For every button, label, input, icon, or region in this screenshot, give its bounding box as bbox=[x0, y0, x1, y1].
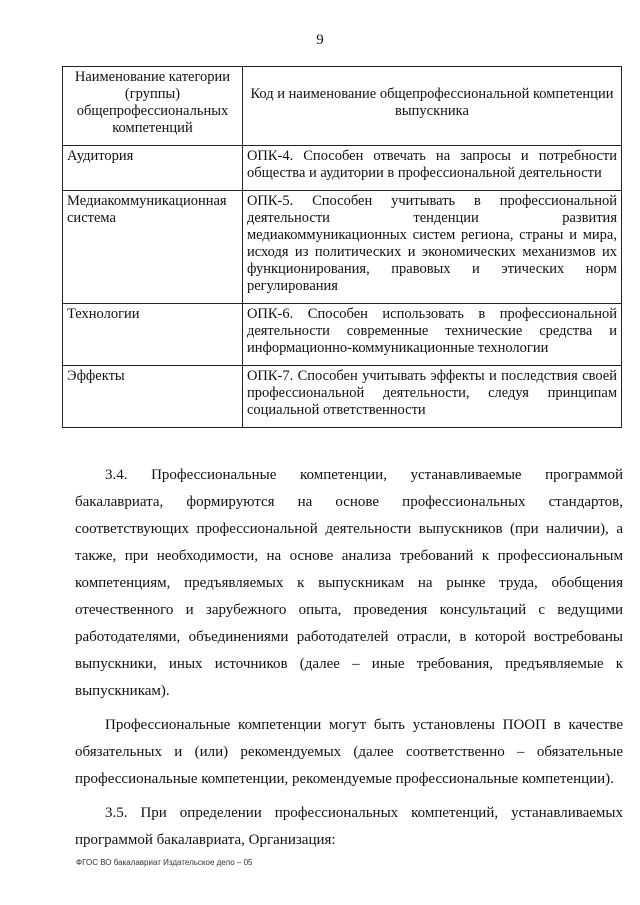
header-category: Наименование категории (группы) общепрофессиональных компетенций bbox=[63, 67, 243, 146]
row-competence: ОПК-6. Способен использовать в профессиональной деятельности современные технические средства и информационно-коммуникационные технологии bbox=[242, 304, 621, 366]
page-number: 9 bbox=[316, 32, 324, 48]
paragraph-3-5: 3.5. При определении профессиональных компетенций, устанавливаемых программой бакалавриата, Организация: bbox=[75, 805, 623, 848]
footer-note: ФГОС ВО бакалавриат Издательское дело – 05 bbox=[76, 858, 253, 867]
paragraph-3-4: 3.4. Профессиональные компетенции, устанавливаемые программой бакалавриата, формируются на основе профессиональных стандартов, соответствующих профессиональной деятельности выпускников (при наличии), а также, при необходимости, на основе анализа требований к профессиональным компетенциям, предъявляемых к выпускникам на рынке труда, обобщения отечественного и зарубежного опыта, проведения консультаций с ведущими работодателями, объединениями работодателей отрасли, в которой востребованы выпускники, иных источников (далее – иные требования, предъявляемые к выпускникам). bbox=[75, 467, 623, 699]
table-header-row bbox=[63, 67, 622, 146]
row-competence: ОПК-5. Способен учитывать в профессиональной деятельности тенденции развития медиакоммуникационных систем региона, страны и мира, исходя из политических и экономических механизмов их функционирования, правовых и этических норм регулирования bbox=[242, 191, 621, 304]
table-row bbox=[63, 366, 622, 428]
table-row bbox=[63, 191, 622, 304]
competence-table bbox=[62, 66, 622, 428]
row-category: Технологии bbox=[63, 304, 243, 366]
table-row bbox=[63, 304, 622, 366]
body-text bbox=[75, 462, 623, 861]
row-competence: ОПК-4. Способен отвечать на запросы и потребности общества и аудитории в профессиональной деятельности bbox=[242, 146, 621, 191]
row-category: Медиакоммуникационная система bbox=[63, 191, 243, 304]
header-competence: Код и наименование общепрофессиональной компетенции выпускника bbox=[242, 67, 621, 146]
table-row bbox=[63, 146, 622, 191]
row-competence: ОПК-7. Способен учитывать эффекты и последствия своей профессиональной деятельности, следуя принципам социальной ответственности bbox=[242, 366, 621, 428]
row-category: Эффекты bbox=[63, 366, 243, 428]
paragraph-professional-competences: Профессиональные компетенции могут быть установлены ПООП в качестве обязательных и (или) рекомендуемых (далее соответственно – обязательные профессиональные компетенции, рекомендуемые профессиональные компетенции). bbox=[75, 717, 623, 787]
row-category: Аудитория bbox=[63, 146, 243, 191]
